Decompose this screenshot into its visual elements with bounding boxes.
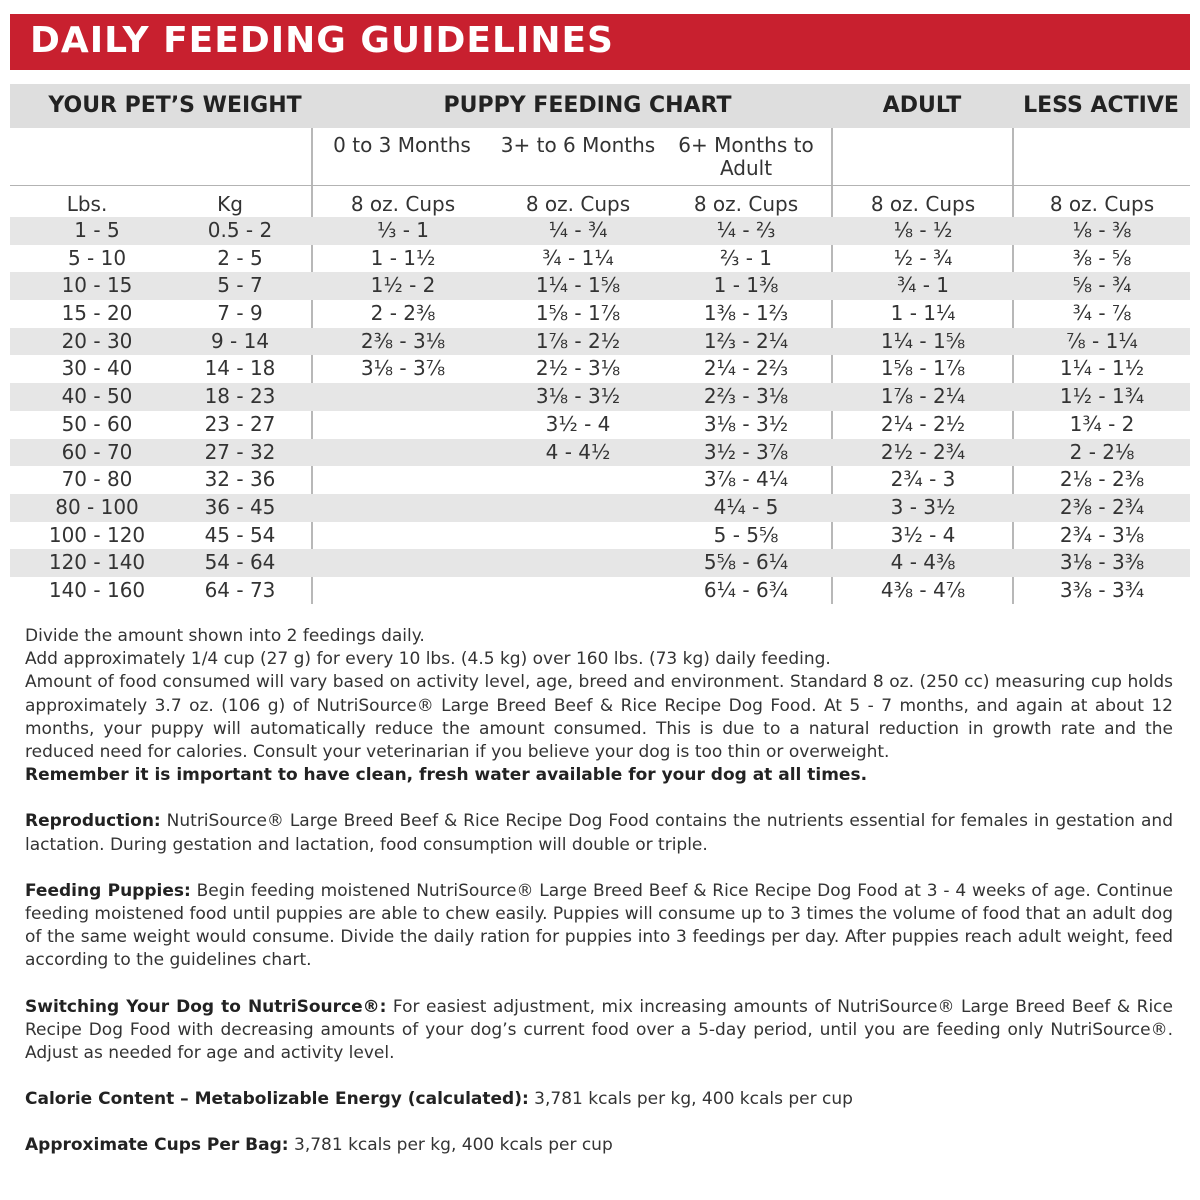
cell-puppy-6-adult: 2¼ - 2⅔ (703, 356, 789, 381)
subheader-0-3-months: 0 to 3 Months (333, 133, 471, 157)
cell-puppy-3-6: 2½ - 3⅛ (535, 356, 621, 381)
cell-kg: 64 - 73 (204, 577, 276, 602)
cell-kg: 9 - 14 (210, 328, 270, 353)
cell-adult: 4 - 4⅜ (890, 550, 956, 575)
cell-puppy-6-adult: ¼ - ⅔ (716, 218, 776, 242)
cell-kg: 32 - 36 (204, 467, 276, 492)
cell-adult: 2½ - 2¾ (880, 439, 966, 464)
cell-kg: 7 - 9 (217, 301, 263, 326)
cell-lbs: 5 - 10 (67, 245, 127, 270)
cell-kg: 5 - 7 (217, 273, 263, 298)
cell-less-active: 2⅜ - 2¾ (1059, 494, 1145, 519)
cell-adult: ¾ - 1 (896, 273, 950, 298)
cell-lbs: 1 - 5 (74, 218, 120, 242)
table-row (10, 439, 1190, 467)
cell-puppy-6-adult: 6¼ - 6¾ (703, 577, 789, 602)
cell-lbs: 20 - 30 (61, 328, 133, 353)
cell-puppy-6-adult: 3⅞ - 4¼ (703, 467, 789, 492)
unit-cups-p3: 8 oz. Cups (693, 192, 799, 216)
cell-kg: 27 - 32 (204, 439, 276, 464)
cell-puppy-6-adult: 5 - 5⅝ (713, 522, 779, 547)
note-water: Remember it is important to have clean, fresh water available for your dog at all times. (25, 765, 868, 786)
note-divide: Divide the amount shown into 2 feedings daily. (25, 626, 425, 646)
cell-puppy-0-3: 2⅜ - 3⅛ (360, 328, 446, 353)
table-row (10, 522, 1190, 550)
note-reproduction: Reproduction: NutriSource® Large Breed Beef & Rice Recipe Dog Food contains the nutrients essential for females in gestation and lactation. During gestation and lactation, food consumption will double or triple. (25, 811, 1173, 855)
cell-puppy-3-6 (493, 466, 663, 494)
cell-puppy-6-adult: 1⅜ - 1⅔ (703, 301, 789, 326)
cell-less-active: 2 - 2⅛ (1069, 439, 1135, 464)
cell-puppy-0-3: 2 - 2⅜ (370, 301, 436, 326)
unit-cups-p1: 8 oz. Cups (350, 192, 456, 216)
cell-lbs: 50 - 60 (61, 411, 133, 436)
cell-adult: 3½ - 4 (890, 522, 956, 547)
cell-adult: 1⅞ - 2¼ (880, 384, 966, 409)
cell-less-active: 1¼ - 1½ (1059, 356, 1145, 381)
cell-puppy-0-3 (318, 577, 488, 605)
cell-less-active: 1¾ - 2 (1069, 411, 1135, 436)
table-row (10, 577, 1190, 605)
cell-less-active: 2⅛ - 2⅜ (1059, 467, 1145, 492)
table-row (10, 494, 1190, 522)
cell-puppy-0-3 (318, 411, 488, 439)
table-row (10, 328, 1190, 356)
table-row (10, 300, 1190, 328)
cell-puppy-0-3: 1½ - 2 (370, 273, 436, 298)
cell-adult: ⅛ - ½ (893, 218, 953, 242)
subheader-6-adult: 6+ Months to Adult (678, 133, 814, 180)
cell-less-active: ⅛ - ⅜ (1072, 218, 1132, 242)
cell-puppy-6-adult: 3⅛ - 3½ (703, 411, 789, 436)
feeding-table-body (10, 217, 1190, 605)
table-row (10, 411, 1190, 439)
cell-puppy-6-adult: ⅔ - 1 (719, 245, 773, 270)
cell-adult: ½ - ¾ (893, 245, 953, 270)
cell-less-active: ⅝ - ¾ (1072, 273, 1132, 298)
cell-kg: 23 - 27 (204, 411, 276, 436)
cell-puppy-3-6 (493, 494, 663, 522)
table-row (10, 272, 1190, 300)
cell-puppy-3-6 (493, 549, 663, 577)
cell-lbs: 10 - 15 (61, 273, 133, 298)
cell-lbs: 70 - 80 (61, 467, 133, 492)
title-banner (10, 14, 1190, 70)
cell-puppy-6-adult: 3½ - 3⅞ (703, 439, 789, 464)
cell-lbs: 120 - 140 (48, 550, 146, 575)
note-reproduction-label: Reproduction: (25, 811, 161, 832)
cell-lbs: 100 - 120 (48, 522, 146, 547)
cell-puppy-0-3 (318, 522, 488, 550)
cell-less-active: 3⅛ - 3⅜ (1059, 550, 1145, 575)
cell-puppy-3-6: 4 - 4½ (545, 439, 611, 464)
cell-adult: 1 - 1¼ (890, 301, 956, 326)
cell-kg: 14 - 18 (204, 356, 276, 381)
cell-puppy-0-3 (318, 383, 488, 411)
cell-kg: 45 - 54 (204, 522, 276, 547)
cell-kg: 0.5 - 2 (207, 218, 273, 242)
cell-puppy-0-3: ⅓ - 1 (376, 218, 430, 242)
header-less-active: LESS ACTIVE (1023, 93, 1179, 118)
header-divider (10, 185, 1190, 186)
unit-cups-adult: 8 oz. Cups (870, 192, 976, 216)
note-calorie-label: Calorie Content – Metabolizable Energy (calculated): (25, 1089, 529, 1110)
cell-lbs: 80 - 100 (55, 494, 139, 519)
cell-puppy-6-adult: 4¼ - 5 (713, 494, 779, 519)
cell-puppy-6-adult: 1 - 1⅜ (713, 273, 779, 298)
note-switching-label: Switching Your Dog to NutriSource®: (25, 996, 387, 1017)
note-cups-label: Approximate Cups Per Bag: (25, 1135, 289, 1156)
cell-puppy-3-6: 1¼ - 1⅝ (535, 273, 621, 298)
cell-kg: 18 - 23 (204, 384, 276, 409)
cell-puppy-0-3 (318, 549, 488, 577)
cell-puppy-0-3 (318, 466, 488, 494)
note-add: Add approximately 1/4 cup (27 g) for every 10 lbs. (4.5 kg) over 160 lbs. (73 kg) daily feeding. (25, 649, 831, 670)
cell-less-active: ¾ - ⅞ (1072, 301, 1132, 326)
cell-kg: 2 - 5 (217, 245, 263, 270)
cell-lbs: 140 - 160 (48, 577, 146, 602)
cell-adult: 2¾ - 3 (890, 467, 956, 492)
header-puppy: PUPPY FEEDING CHART (443, 93, 732, 118)
cell-lbs: 60 - 70 (61, 439, 133, 464)
cell-less-active: 3⅜ - 3¾ (1059, 577, 1145, 602)
cell-adult: 1⅝ - 1⅞ (880, 356, 966, 381)
table-row (10, 383, 1190, 411)
unit-cups-p2: 8 oz. Cups (525, 192, 631, 216)
table-row (10, 217, 1190, 245)
page-title: DAILY FEEDING GUIDELINES (30, 20, 614, 61)
cell-adult: 4⅜ - 4⅞ (880, 577, 966, 602)
cell-puppy-0-3 (318, 494, 488, 522)
note-cups-per-bag: Approximate Cups Per Bag: 3,781 kcals per kg, 400 kcals per cup (25, 1135, 613, 1156)
header-adult: ADULT (882, 93, 962, 118)
cell-less-active: 1½ - 1¾ (1059, 384, 1145, 409)
table-row (10, 466, 1190, 494)
unit-cups-less: 8 oz. Cups (1049, 192, 1155, 216)
cell-puppy-3-6 (493, 522, 663, 550)
cell-puppy-3-6: 1⅝ - 1⅞ (535, 301, 621, 326)
cell-puppy-3-6: 1⅞ - 2½ (535, 328, 621, 353)
cell-kg: 54 - 64 (204, 550, 276, 575)
note-amount: Amount of food consumed will vary based on activity level, age, breed and environment. Standard 8 oz. (250 cc) measuring cup holds approximately 3.7 oz. (106 g) of NutriSource® Large Breed Beef & Rice Recipe Dog Food. At 5 - 7 months, and again at about 12 months, your puppy will automatically reduce the amount consumed. This is due to a natural reduction in growth rate and the reduced need for calories. Consult your veterinarian if you believe your dog is too thin or overweight. (25, 672, 1173, 763)
cell-less-active: 2¾ - 3⅛ (1059, 522, 1145, 547)
feeding-notes (25, 625, 1173, 1158)
cell-puppy-3-6: 3⅛ - 3½ (535, 384, 621, 409)
unit-kg: Kg (217, 192, 243, 216)
cell-puppy-6-adult: 1⅔ - 2¼ (703, 328, 789, 353)
cell-puppy-3-6 (493, 577, 663, 605)
cell-less-active: ⅜ - ⅝ (1072, 245, 1132, 270)
table-row (10, 245, 1190, 273)
cell-lbs: 15 - 20 (61, 301, 133, 326)
header-weight: YOUR PET’S WEIGHT (48, 93, 302, 118)
cell-puppy-0-3: 3⅛ - 3⅞ (360, 356, 446, 381)
cell-kg: 36 - 45 (204, 494, 276, 519)
cell-lbs: 30 - 40 (61, 356, 133, 381)
subheader-3-6-months: 3+ to 6 Months (500, 133, 656, 157)
cell-adult: 3 - 3½ (890, 494, 956, 519)
note-feeding-puppies: Feeding Puppies: Begin feeding moistened NutriSource® Large Breed Beef & Rice Recipe Dog Food at 3 - 4 weeks of age. Continue feeding moistened food until puppies are able to chew easily. Puppies will consume up to 3 times the volume of food that an adult dog of the same weight would consume. Divide the daily ration for puppies into 3 feedings per day. After puppies reach adult weight, feed according to the guidelines chart. (25, 880, 1173, 971)
table-row (10, 355, 1190, 383)
unit-lbs: Lbs. (66, 192, 108, 216)
cell-adult: 1¼ - 1⅝ (880, 328, 966, 353)
cell-puppy-6-adult: 2⅔ - 3⅛ (703, 384, 789, 409)
cell-less-active: ⅞ - 1¼ (1066, 328, 1138, 353)
cell-lbs: 40 - 50 (61, 384, 133, 409)
table-row (10, 549, 1190, 577)
note-calorie: Calorie Content – Metabolizable Energy (calculated): 3,781 kcals per kg, 400 kcals per cup (25, 1089, 853, 1110)
cell-puppy-0-3: 1 - 1½ (370, 245, 436, 270)
note-switching: Switching Your Dog to NutriSource®: For easiest adjustment, mix increasing amounts of NutriSource® Large Breed Beef & Rice Recipe Dog Food with decreasing amounts of your dog’s current food over a 5-day period, until you are feeding only NutriSource®. Adjust as needed for age and activity level. (25, 996, 1173, 1064)
cell-adult: 2¼ - 2½ (880, 411, 966, 436)
cell-puppy-3-6: ¼ - ¾ (548, 218, 608, 242)
cell-puppy-0-3 (318, 439, 488, 467)
cell-puppy-3-6: ¾ - 1¼ (542, 245, 614, 270)
cell-puppy-6-adult: 5⅝ - 6¼ (703, 550, 789, 575)
cell-puppy-3-6: 3½ - 4 (545, 411, 611, 436)
note-puppies-label: Feeding Puppies: (25, 880, 191, 901)
